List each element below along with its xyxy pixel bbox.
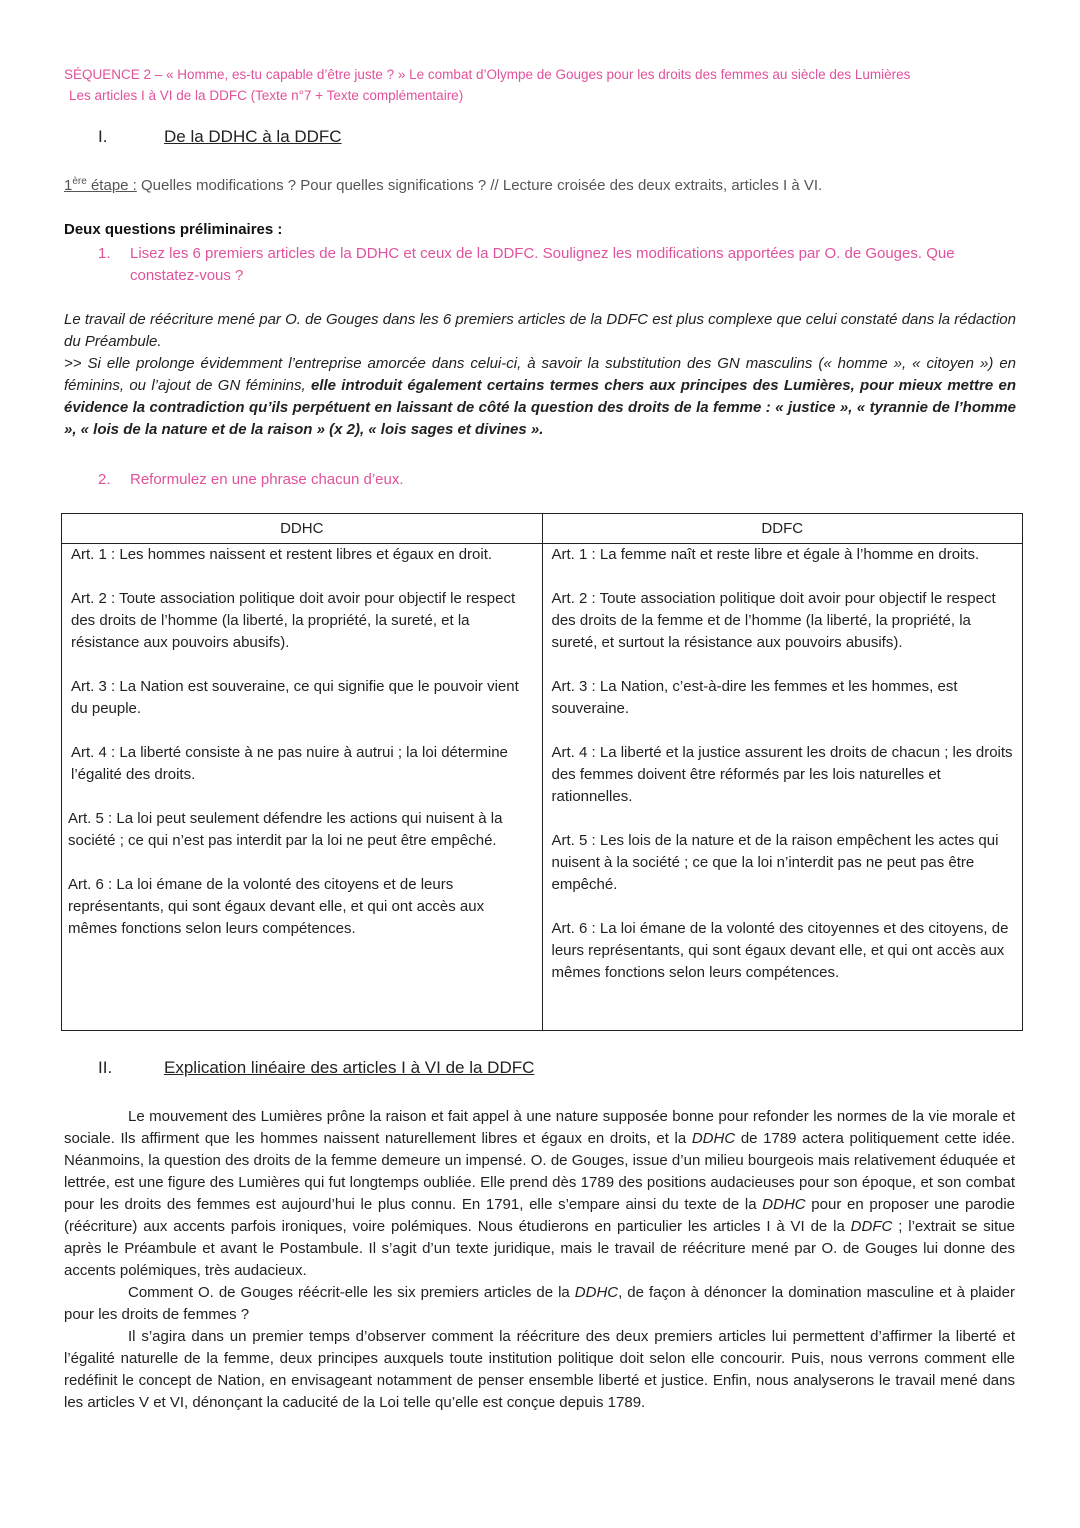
column-header-ddfc: DDFC xyxy=(542,514,1023,544)
ddhc-article-3: Art. 3 : La Nation est souveraine, ce qui signifie que le pouvoir vient du peuple. xyxy=(71,678,519,717)
sequence-header xyxy=(64,64,1024,106)
sequence-title-line2: Les articles I à VI de la DDFC (Texte n°7 + Texte complémentaire) xyxy=(69,88,464,103)
ddfc-article-4: Art. 4 : La liberté et la justice assurent les droits de chacun ; les droits des femmes doivent être réformés par les lois naturelles et rationnelles. xyxy=(551,744,1013,805)
question-2-text: Reformulez en une phrase chacun d’eux. xyxy=(130,471,404,488)
section-2-number: II. xyxy=(98,1058,113,1077)
ddfc-column xyxy=(542,544,1023,1031)
ddhc-article-2: Art. 2 : Toute association politique doit avoir pour objectif le respect des droits de l’homme (la liberté, la propriété, la sureté, et la résistance aux pouvoirs abusifs). xyxy=(71,590,516,651)
ddfc-article-2: Art. 2 : Toute association politique doit avoir pour objectif le respect des droits de la femme et de l’homme (la liberté, la propriété, la sureté, et surtout la résistance aux pouvoirs abusifs). xyxy=(551,590,996,651)
answer-1-bold-text: elle introduit également certains termes chers aux principes des Lumières, pour mieux mettre en évidence la contradiction qu’ils perpétuent en laissant de côté la question des droits de la femme : « justice », « tyrannie de l’homme », « lois de la nature et de la raison » (x 2), « lois sages et divines ». xyxy=(64,377,1016,438)
explication-text xyxy=(64,1106,1015,1414)
questions-title: Deux questions préliminaires : xyxy=(64,221,283,238)
answer-1 xyxy=(64,309,1016,441)
ddhc-article-5: Art. 5 : La loi peut seulement défendre les actions qui nuisent à la société ; ce qui n’est pas interdit par la loi ne peut être empêché. xyxy=(68,810,503,849)
ddfc-article-5: Art. 5 : Les lois de la nature et de la raison empêchent les actes qui nuisent à la société ; ce que la loi n’interdit pas ne peut pas être empêché. xyxy=(551,832,999,893)
sequence-title-line1: SÉQUENCE 2 – « Homme, es-tu capable d’être juste ? » Le combat d’Olympe de Gouges pour les droits des femmes au siècle des Lumières xyxy=(64,67,911,82)
explication-paragraph-3: Il s’agira dans un premier temps d’observer comment la réécriture des deux premiers articles lui permettent d’affirmer la liberté et l’égalité naturelle de la femme, deux principes auxquels toute institution politique doit selon elle concourir. Puis, nous verrons comment elle redéfinit le concept de Nation, en envisageant notamment de penser ensemble liberté et justice. Enfin, nous analyserons le travail mené dans les articles V et VI, dénonçant la caducité de la Loi telle qu’elle est conçue depuis 1789. xyxy=(64,1328,1015,1411)
question-1-number: 1. xyxy=(98,245,111,262)
comparison-table xyxy=(61,513,1023,1031)
ddfc-article-3: Art. 3 : La Nation, c’est-à-dire les femmes et les hommes, est souveraine. xyxy=(551,678,958,717)
explication-paragraph-2: Comment O. de Gouges réécrit-elle les six premiers articles de la DDHC, de façon à dénoncer la domination masculine et à plaider pour les droits de femmes ? xyxy=(64,1284,1015,1323)
ddhc-article-1: Art. 1 : Les hommes naissent et restent libres et égaux en droit. xyxy=(71,546,493,563)
ddfc-article-6: Art. 6 : La loi émane de la volonté des citoyennes et des citoyens, de leurs représentants, qui sont égaux devant elle, et qui ont accès aux mêmes fonctions selon leurs compétences. xyxy=(551,920,1009,981)
section-1-title: De la DDHC à la DDFC xyxy=(164,127,342,146)
ddhc-article-4: Art. 4 : La liberté consiste à ne pas nuire à autrui ; la loi détermine l’égalité des droits. xyxy=(71,744,508,783)
question-2-number: 2. xyxy=(98,471,111,488)
table-row xyxy=(62,544,1023,1031)
answer-1-paragraph-1: Le travail de réécriture mené par O. de Gouges dans les 6 premiers articles de la DDFC est plus complexe que celui constaté dans la rédaction du Préambule. xyxy=(64,311,1016,350)
ddfc-article-1: Art. 1 : La femme naît et reste libre et égale à l’homme en droits. xyxy=(551,546,980,563)
section-2-title: Explication linéaire des articles I à VI de la DDFC xyxy=(164,1058,535,1077)
ddhc-column xyxy=(62,544,543,1031)
explication-paragraph-1: Le mouvement des Lumières prône la raison et fait appel à une nature supposée bonne pour refonder les normes de la vie morale et sociale. Ils affirment que les hommes naissent naturellement libres et égaux en droits, et la DDHC de 1789 actera politiquement cette idée. Néanmoins, la question des droits de la femme demeure un impensé. O. de Gouges, issue d’un milieu bourgeois mais relativement éduquée et lettrée, est une figure des Lumières qui fut longtemps oubliée. Elle prend dès 1789 des positions audacieuses pour son époque, et son combat pour les droits des femmes est aujourd’hui le plus connu. En 1791, elle s’empare ainsi du texte de la DDHC pour en proposer une parodie (réécriture) aux accents parfois ironiques, voire polémiques. Nous étudierons en particulier les articles I à VI de la DDFC ; l’extrait se situe après le Préambule et avant le Postambule. Il s’agit d’un texte juridique, mais le travail de réécriture mené par O. de Gouges lui donne des accents polémiques, très audacieux. xyxy=(64,1108,1015,1279)
answer-1-paragraph-2: >> Si elle prolonge évidemment l’entreprise amorcée dans celui-ci, à savoir la substitution des GN masculins (« homme », « citoyen ») en féminins, ou l’ajout de GN féminins, elle introduit également certains termes chers aux principes des Lumières, pour mieux mettre en évidence la contradiction qu’ils perpétuent en laissant de côté la question des droits de la femme : « justice », « tyrannie de l’homme », « lois de la nature et de la raison » (x 2), « lois sages et divines ». xyxy=(64,355,1016,438)
step-text: Quelles modifications ? Pour quelles significations ? // Lecture croisée des deux extraits, articles I à VI. xyxy=(141,177,823,194)
question-1-text: Lisez les 6 premiers articles de la DDHC et ceux de la DDFC. Soulignez les modifications apportées par O. de Gouges. Que constatez-vous ? xyxy=(130,245,955,284)
column-header-ddhc: DDHC xyxy=(62,514,543,544)
section-1-number: I. xyxy=(98,127,108,146)
step-line xyxy=(64,176,822,194)
ddhc-article-6: Art. 6 : La loi émane de la volonté des citoyens et de leurs représentants, qui sont égaux devant elle, et qui ont accès aux mêmes fonctions selon leurs compétences. xyxy=(68,876,485,937)
step-label: 1ère étape : xyxy=(64,176,137,194)
table-header-row xyxy=(62,514,1023,544)
